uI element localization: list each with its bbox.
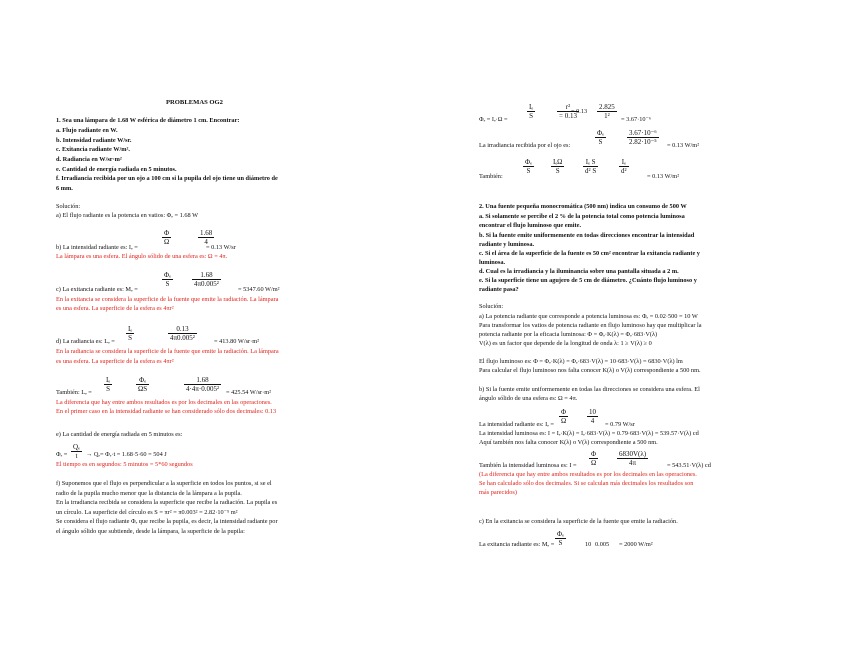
answer-f-line: f) Suponemos que el flujo es perpendicular a la superficie en todos los puntos, si se el — [56, 480, 272, 487]
answer-d-note: En la radiancia se considera la superficie de la fuente que emite la radiación. La lámpara — [56, 348, 279, 355]
answer-tambien: También: Lₑ = — [56, 389, 92, 396]
answer2-b-tambien-result: = 543.51·V(λ) cd — [667, 462, 711, 469]
irradiancia-tambien: También: — [479, 173, 503, 180]
answer2-b-note: (La diferencia que hay entre ambos resultados es por los decimales en las operaciones. — [479, 471, 697, 478]
fraction-numerator: r² — [557, 103, 579, 112]
problem2-line: radiante pasa? — [479, 286, 519, 293]
answer-f-line: el ángulo sólido que subtiende, desde la lámpara, la superficie de la pupila: — [56, 528, 245, 535]
fraction-exitancia — [162, 271, 173, 288]
answer2-a-line: El flujo luminoso es: Φ = Φₑ·K(λ) = Φₑ·683·V(λ) = 10·683·V(λ) = 6830·V(λ) lm — [479, 358, 683, 365]
problem2-line: encontrar el flujo luminoso que emite. — [479, 222, 582, 229]
fraction-denominator: S — [106, 385, 111, 393]
problem2-line: c. Si el área de la superficie de la fuente es 50 cm² encontrar la exitancia radiante y — [479, 250, 700, 257]
fraction-values — [617, 450, 648, 467]
fraction-irr-t-2 — [551, 158, 564, 175]
answer-f-line: radio de la pupila mucho menor que la distancia de la lámpara a la pupila. — [56, 490, 242, 497]
fraction-irradiancia-1 — [595, 129, 606, 146]
fraction-values — [168, 325, 197, 342]
answer-f-line: un círculo. La superficie del círculo es S = πr² = π0.003² = 2.82·10⁻⁵ m² — [56, 509, 238, 516]
problem2-line: luminosa. — [479, 259, 506, 266]
answer2-a-line: Para transformar los vatios de potencia radiante en flujo luminoso hay que multiplicar la — [479, 322, 702, 329]
solution-label: Solución: — [479, 303, 504, 310]
fraction-numerator: 10 — [589, 408, 596, 416]
problem2-line: d. Cual es la irradiancia y la iluminancia sobre una pantalla situada a 2 m. — [479, 268, 679, 275]
fraction-numerator: Φ — [559, 408, 568, 417]
answer2-a-line: V(λ) es un factor que depende de la longitud de onda λ: 1 ≥ V(λ) ≥ 0 — [479, 340, 652, 347]
problem2-line: a. Si solamente se percibe el 2 % de la potencia total como potencia luminosa — [479, 213, 685, 220]
fraction-numerator: 2.825 — [599, 103, 615, 111]
fraction-denominator: S — [598, 138, 603, 146]
answer2-b-tambien: También la intensidad luminosa es: I = — [479, 462, 577, 469]
fraction-irr-t-3 — [583, 158, 598, 175]
fraction-numerator: Φ — [162, 229, 171, 238]
fraction-numerator: 1.68 — [200, 229, 213, 237]
fraction-values — [192, 271, 221, 288]
answer-b: b) La intensidad radiante es: Iₑ = — [56, 244, 138, 251]
answer-d-result: = 413.80 W/sr·m² — [214, 338, 260, 345]
fraction-numerator: Φₑ — [557, 530, 564, 538]
fraction-numerator: Iₑ S — [583, 158, 598, 167]
problem1-line: e. Cantidad de energía radiada en 5 minutos. — [56, 166, 177, 173]
fraction-numerator: Iₑ — [529, 103, 534, 111]
document-title: PROBLEMAS OG2 — [166, 99, 223, 106]
fraction-denominator: Ω — [591, 459, 597, 467]
answer2-b-note: Se han calculado sólo dos decimales. Si se calculan más decimales los resultados son — [479, 480, 694, 487]
problem1-line: 6 mm. — [56, 185, 73, 192]
fraction-numerator: 6830V(λ) — [619, 450, 647, 458]
fraction-intensidad — [559, 408, 568, 425]
fraction-numerator: Iₑ — [106, 376, 111, 384]
fraction-denominator: 4 — [590, 417, 595, 425]
problem1-line: f. Irradiancia recibida por un ojo a 100 cm si la pupila del ojo tiene un diámetro de — [56, 175, 278, 182]
answer2-b-line: Aquí también nos falta conocer K(λ) o V(λ) correspondiente a 500 nm. — [479, 439, 658, 446]
fraction-values — [587, 408, 598, 425]
answer2-b-intensidad-result: = 0.79 W/sr — [605, 421, 635, 428]
answer2-b-line: La intensidad luminosa es: I = Iₑ·K(λ) = Iₑ·683·V(λ) = 0.79·683·V(λ) = 539.57·V(λ) cd — [479, 430, 699, 437]
fraction-numerator: Φ — [589, 450, 598, 459]
fraction-energia — [71, 443, 82, 460]
fraction-tambien-3 — [184, 376, 221, 393]
fraction-denominator: t — [75, 452, 78, 460]
answer-tambien-result: = 425.54 W/sr·m² — [226, 389, 272, 396]
fraction-denominator: d² — [621, 167, 627, 175]
answer2-c-result: = 2000 W/m² — [619, 541, 653, 548]
answer-f-line: Se considera el flujo radiante Φₑ que recibe la pupila, es decir, la intensidad radiante por — [56, 518, 278, 525]
solution-label: Solución: — [56, 203, 81, 210]
fraction-denominator: S — [128, 334, 133, 342]
fraction-denominator: S — [558, 539, 563, 547]
answer-b-result: = 0.13 W/sr — [206, 244, 236, 251]
answer-e-result: → Qₑ= Φₑ·t = 1.68·5·60 = 504 J — [86, 451, 167, 458]
fraction-top-1 — [527, 103, 535, 120]
fraction-irradiancia-2 — [627, 129, 659, 146]
fraction-numerator: Φₑ — [597, 129, 604, 137]
fraction-denominator: S — [165, 280, 170, 288]
fraction-denominator: Ω — [561, 417, 567, 425]
answer-e-note: El tiempo es en segundos: 5 minutos = 5*60 segundos — [56, 461, 193, 468]
irradiancia-tambien-result: = 0.13 W/m² — [647, 173, 680, 180]
fraction-denominator: d² S — [585, 167, 597, 175]
top-formula: Φₑ = Iₑ·Ω = — [479, 116, 508, 123]
fraction-numerator: Qₑ — [73, 443, 80, 451]
problem2-line: b. Si la fuente emite uniformemente en todas direcciones encontrar la intensidad — [479, 232, 695, 239]
fraction-denominator: 4π0.005² — [170, 334, 195, 342]
irradiancia-result: = 0.13 W/m² — [667, 142, 700, 149]
problem1-line: a. Flujo radiante en W. — [56, 127, 118, 134]
top-formula-result: = 3.67·10⁻⁶ — [621, 116, 652, 123]
fraction-radiancia — [126, 325, 134, 342]
fraction-denominator: Ω — [164, 238, 170, 246]
answer-c-result: = 5347.60 W/m² — [238, 286, 280, 293]
fraction-numerator: Iₑ — [128, 325, 133, 333]
fraction-denominator: 4π — [629, 459, 637, 467]
fraction-tambien-2 — [136, 376, 149, 393]
answer2-c-den: 0.005 — [595, 541, 610, 548]
answer2-b-line: b) Si la fuente emite uniformemente en todas las direcciones se considera una esfera. El — [479, 386, 700, 393]
fraction-tambien-1 — [104, 376, 112, 393]
answer2-b-note: más parecidos) — [479, 489, 517, 496]
fraction-numerator: 3.67·10⁻⁶ — [629, 129, 657, 137]
top-formula-factor: = 0.13 — [571, 108, 588, 115]
answer-d: d) La radiancia es: Lₑ = — [56, 338, 115, 345]
problem1-line: d. Radiancia en W/sr·m² — [56, 156, 122, 163]
fraction-intensidad-luminosa — [589, 450, 598, 467]
fraction-numerator: 1.68 — [192, 271, 221, 280]
fraction-denominator: 4π0.005² — [194, 280, 219, 288]
fraction-denominator: 4·4π·0.005² — [186, 385, 220, 393]
fraction-numerator: Iₑ — [619, 158, 629, 167]
fraction-denominator: 4 — [204, 238, 208, 246]
answer-tambien-note: En el primer caso en la intensidad radiante se han considerado sólo dos decimales: 0.13 — [56, 408, 277, 415]
answer2-c-values: 10 — [585, 541, 592, 548]
answer-d-note: es una esfera. La superficie de la esfera es 4πr² — [56, 358, 174, 365]
fraction-top-3 — [597, 103, 617, 120]
problem2-line: radiante y luminosa. — [479, 241, 535, 248]
answer-c-note: es una esfera. La superficie de la esfera es 4πr² — [56, 305, 174, 312]
fraction-denominator: S — [526, 167, 531, 175]
fraction-denominator: S — [555, 167, 560, 175]
answer2-a-line: Para calcular el flujo luminoso nos falta conocer K(λ) o V(λ) correspondiente a 500 nm. — [479, 367, 701, 374]
answer2-c-formula: La exitancia radiante es: Mₑ = — [479, 541, 555, 548]
irradiancia-label: La irradiancia recibida por el ojo es: — [479, 142, 571, 149]
answer-tambien-note: La diferencia que hay entre ambos resultados es por los decimales en las operaciones. — [56, 399, 272, 406]
answer-a: a) El flujo radiante es la potencia en vatios: Φₑ = 1.68 W — [56, 212, 199, 219]
answer-e-formula: Φₑ = — [56, 451, 68, 458]
problem2-line: e. Si la superficie tiene un agujero de 5 cm de diámetro. ¿Cuánto flujo luminoso y — [479, 277, 697, 284]
answer-b-note: La lámpara es una esfera. El ángulo sólido de una esfera es: Ω = 4π. — [56, 253, 228, 260]
fraction-irr-t-4 — [619, 158, 629, 175]
fraction-denominator: = 0.13 — [559, 112, 577, 120]
fraction-irr-t-1 — [523, 158, 534, 175]
fraction-denominator: 1² — [604, 112, 610, 120]
fraction-denominator: ΩS — [138, 385, 148, 393]
answer2-a-line: a) La potencia radiante que corresponde a potencia luminosa es: Φₑ = 0.02·500 = 10 W — [479, 313, 698, 320]
fraction-numerator: Φₑ — [164, 271, 171, 279]
problem2-line: 2. Una fuente pequeña monocromática (500 nm) indica un consumo de 500 W — [479, 203, 687, 210]
fraction-denominator: S — [529, 112, 534, 120]
answer2-a-line: potencia radiante por la eficacia luminosa: Φ = Φₑ·K(λ) = Φₑ·683·V(λ) — [479, 331, 658, 338]
fraction-numerator: Φₑ — [136, 376, 149, 385]
fraction-numerator: 1.68 — [184, 376, 221, 385]
answer2-c: c) En la exitancia se considera la superficie de la fuente que emite la radiación. — [479, 518, 678, 525]
problem1-line: 1. Sea una lámpara de 1.68 W esférica de diámetro 1 cm. Encontrar: — [56, 117, 240, 124]
fraction-denominator: 2.82·10⁻⁵ — [629, 138, 657, 146]
fraction-exitancia2 — [555, 530, 566, 547]
fraction-phi-omega — [162, 229, 171, 246]
answer-c-note: En la exitancia se considera la superficie de la fuente que emite la radiación. La lámpara — [56, 296, 279, 303]
fraction-numerator: Φₑ — [525, 158, 532, 166]
answer-c: c) La exitancia radiante es: Mₑ = — [56, 286, 138, 293]
answer-f-line: En la irradiancia recibida se considera la superficie que recibe la radiación. La pupila es — [56, 499, 278, 506]
answer2-b-line: ángulo sólido de una esfera es: Ω = 4π. — [479, 395, 578, 402]
answer-e: e) La cantidad de energía radiada en 5 minutos es: — [56, 431, 183, 438]
fraction-numerator: 0.13 — [168, 325, 197, 334]
problem1-line: b. Intensidad radiante W/sr. — [56, 137, 132, 144]
fraction-numerator: IₑΩ — [553, 158, 563, 166]
problem1-line: c. Exitancia radiante W/m². — [56, 146, 131, 153]
answer2-b-intensidad: La intensidad radiante es: Iₑ = — [479, 421, 554, 428]
